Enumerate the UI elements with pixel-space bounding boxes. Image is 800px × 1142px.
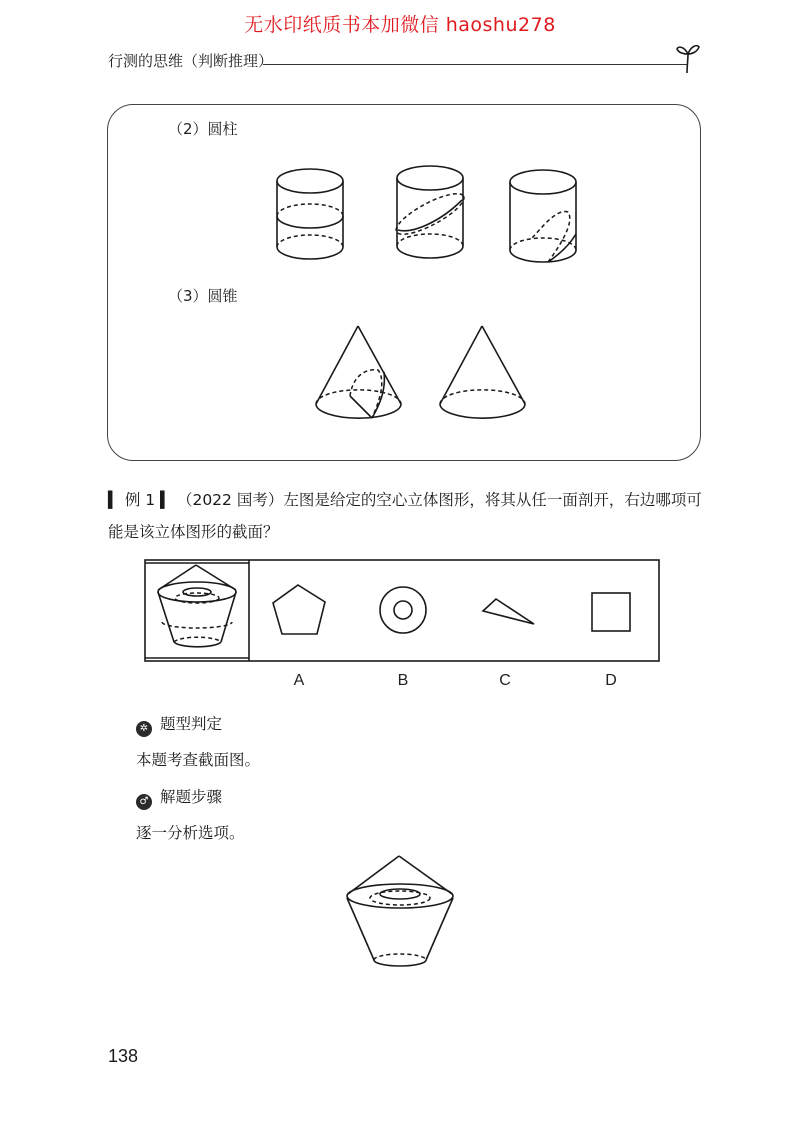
page-number: 138 (108, 1046, 139, 1066)
section-type-body: 本题考查截面图。 (136, 751, 261, 769)
gear-icon: ✲ (136, 721, 152, 737)
example-bar-right: ▍ (160, 491, 173, 509)
example-bar-left: ▍ (108, 491, 120, 509)
solids-illustration (0, 0, 800, 470)
option-a-label[interactable]: A (293, 672, 305, 689)
option-b-label[interactable]: B (397, 672, 409, 689)
example-marker: 例 1 (124, 491, 156, 509)
example-text: （2022 国考）左图是给定的空心立体图形，将其从任一面剖开，右边哪项可能是该立体图形的截面？ (108, 491, 702, 541)
cone-oblique-section (316, 326, 401, 418)
cylinder-horizontal-section (277, 169, 343, 259)
steps-icon: ♂ (136, 794, 152, 810)
question-figure (0, 550, 800, 675)
section-type-heading (136, 712, 222, 737)
option-d-label[interactable]: D (605, 672, 617, 689)
option-b-shape (380, 587, 426, 633)
section-steps-heading (136, 785, 222, 810)
section-steps-title: 解题步骤 (160, 788, 223, 806)
example-question (108, 484, 708, 548)
cylinder-label: （2）圆柱 (168, 120, 238, 138)
enlarged-hollow-solid (330, 850, 470, 975)
section-type-title: 题型判定 (160, 715, 223, 733)
cylinder-curved-section (510, 170, 576, 262)
cylinder-oblique-section (391, 166, 468, 258)
cone-axial-section (440, 326, 525, 418)
section-steps-body: 逐一分析选项。 (136, 824, 245, 842)
cone-label: （3）圆锥 (168, 287, 238, 305)
option-d-shape (592, 593, 630, 631)
watermark-text: 无水印纸质书本加微信 haoshu278 (244, 14, 556, 36)
given-hollow-solid (158, 565, 236, 647)
page-header-title: 行测的思维（判断推理） (108, 52, 274, 70)
option-c-label[interactable]: C (499, 672, 511, 689)
option-c-shape (483, 599, 534, 624)
option-a-shape (273, 585, 325, 634)
